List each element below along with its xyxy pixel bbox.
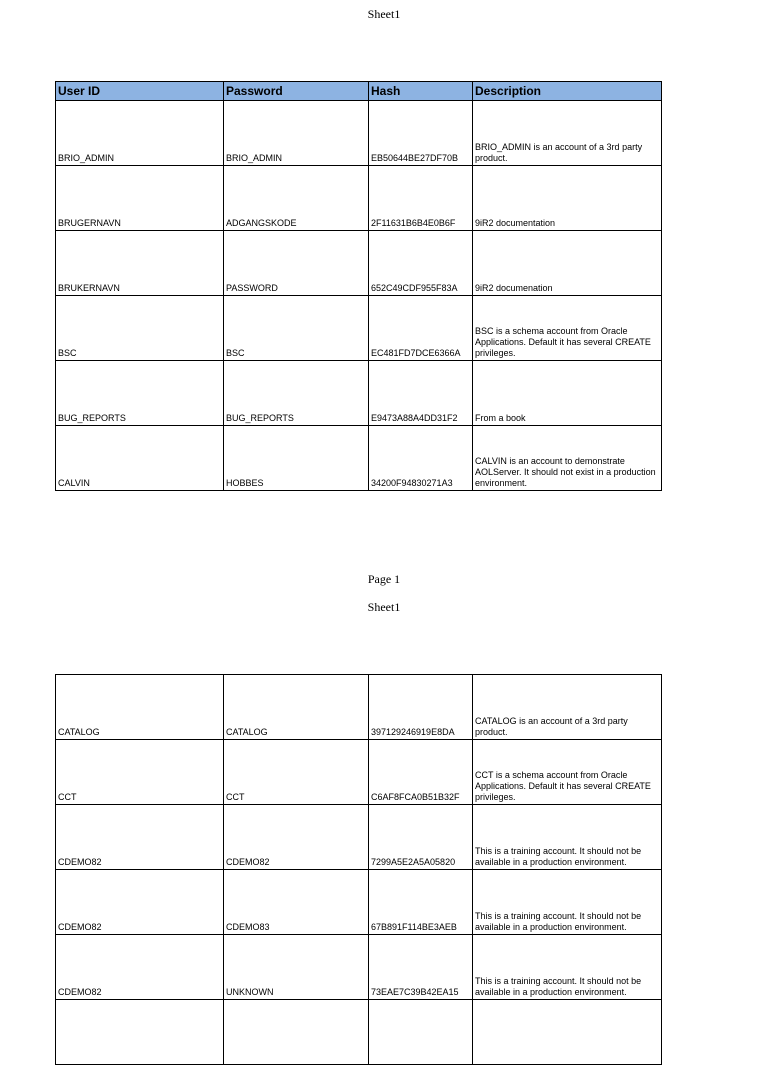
cell-user-id: BRUKERNAVN bbox=[56, 231, 224, 296]
table-row bbox=[56, 101, 662, 166]
cell-password: BUG_REPORTS bbox=[224, 361, 369, 426]
cell-user-id: BSC bbox=[56, 296, 224, 361]
cell-hash: 397129246919E8DA bbox=[369, 675, 473, 740]
table-row bbox=[56, 166, 662, 231]
cell-user-id: BRIO_ADMIN bbox=[56, 101, 224, 166]
table-row bbox=[56, 231, 662, 296]
sheet-title: Sheet1 bbox=[367, 600, 401, 614]
cell-password: CDEMO83 bbox=[224, 870, 369, 935]
cell-description: CATALOG is an account of a 3rd party product. bbox=[473, 675, 662, 740]
cell-user-id: CDEMO82 bbox=[56, 870, 224, 935]
cell-password: HOBBES bbox=[224, 426, 369, 491]
cell-description: This is a training account. It should not be available in a production environment. bbox=[473, 805, 662, 870]
page-footer: Page 1 bbox=[367, 572, 401, 586]
cell-user-id: CCT bbox=[56, 740, 224, 805]
accounts-table bbox=[55, 81, 662, 491]
cell-hash: EB50644BE27DF70B bbox=[369, 101, 473, 166]
cell-hash bbox=[369, 1000, 473, 1065]
cell-user-id: CDEMO82 bbox=[56, 805, 224, 870]
cell-hash: 67B891F114BE3AEB bbox=[369, 870, 473, 935]
cell-hash: EC481FD7DCE6366A bbox=[369, 296, 473, 361]
header-row bbox=[56, 82, 662, 101]
cell-description: CALVIN is an account to demonstrate AOLServer. It should not exist in a production environment. bbox=[473, 426, 662, 491]
cell-description: 9iR2 documenation bbox=[473, 231, 662, 296]
table-row bbox=[56, 740, 662, 805]
cell-hash: 2F11631B6B4E0B6F bbox=[369, 166, 473, 231]
cell-password: PASSWORD bbox=[224, 231, 369, 296]
table-row bbox=[56, 426, 662, 491]
table-row bbox=[56, 870, 662, 935]
cell-description: This is a training account. It should not be available in a production environment. bbox=[473, 935, 662, 1000]
cell-user-id: CDEMO82 bbox=[56, 935, 224, 1000]
cell-password: CATALOG bbox=[224, 675, 369, 740]
table-row bbox=[56, 805, 662, 870]
cell-description: BRIO_ADMIN is an account of a 3rd party product. bbox=[473, 101, 662, 166]
table-row bbox=[56, 935, 662, 1000]
cell-password: CCT bbox=[224, 740, 369, 805]
cell-hash: C6AF8FCA0B51B32F bbox=[369, 740, 473, 805]
cell-user-id: BRUGERNAVN bbox=[56, 166, 224, 231]
cell-description: This is a training account. It should not be available in a production environment. bbox=[473, 870, 662, 935]
table-row bbox=[56, 361, 662, 426]
column-header-hash: Hash bbox=[369, 82, 473, 101]
sheet-title: Sheet1 bbox=[367, 7, 401, 21]
cell-description: 9iR2 documentation bbox=[473, 166, 662, 231]
cell-password: BRIO_ADMIN bbox=[224, 101, 369, 166]
cell-user-id bbox=[56, 1000, 224, 1065]
cell-password: CDEMO82 bbox=[224, 805, 369, 870]
table-row bbox=[56, 675, 662, 740]
cell-user-id: CALVIN bbox=[56, 426, 224, 491]
cell-password: ADGANGSKODE bbox=[224, 166, 369, 231]
cell-description: CCT is a schema account from Oracle Applications. Default it has several CREATE privileges. bbox=[473, 740, 662, 805]
cell-hash: 34200F94830271A3 bbox=[369, 426, 473, 491]
column-header-description: Description bbox=[473, 82, 662, 101]
cell-description: From a book bbox=[473, 361, 662, 426]
table-row bbox=[56, 296, 662, 361]
column-header-password: Password bbox=[224, 82, 369, 101]
cell-user-id: CATALOG bbox=[56, 675, 224, 740]
cell-hash: E9473A88A4DD31F2 bbox=[369, 361, 473, 426]
cell-user-id: BUG_REPORTS bbox=[56, 361, 224, 426]
cell-password: BSC bbox=[224, 296, 369, 361]
table-row bbox=[56, 1000, 662, 1065]
cell-hash: 73EAE7C39B42EA15 bbox=[369, 935, 473, 1000]
cell-description bbox=[473, 1000, 662, 1065]
cell-password: UNKNOWN bbox=[224, 935, 369, 1000]
column-header-user-id: User ID bbox=[56, 82, 224, 101]
cell-description: BSC is a schema account from Oracle Applications. Default it has several CREATE privileges. bbox=[473, 296, 662, 361]
cell-hash: 652C49CDF955F83A bbox=[369, 231, 473, 296]
cell-hash: 7299A5E2A5A05820 bbox=[369, 805, 473, 870]
cell-password bbox=[224, 1000, 369, 1065]
accounts-table-continued bbox=[55, 674, 662, 1065]
